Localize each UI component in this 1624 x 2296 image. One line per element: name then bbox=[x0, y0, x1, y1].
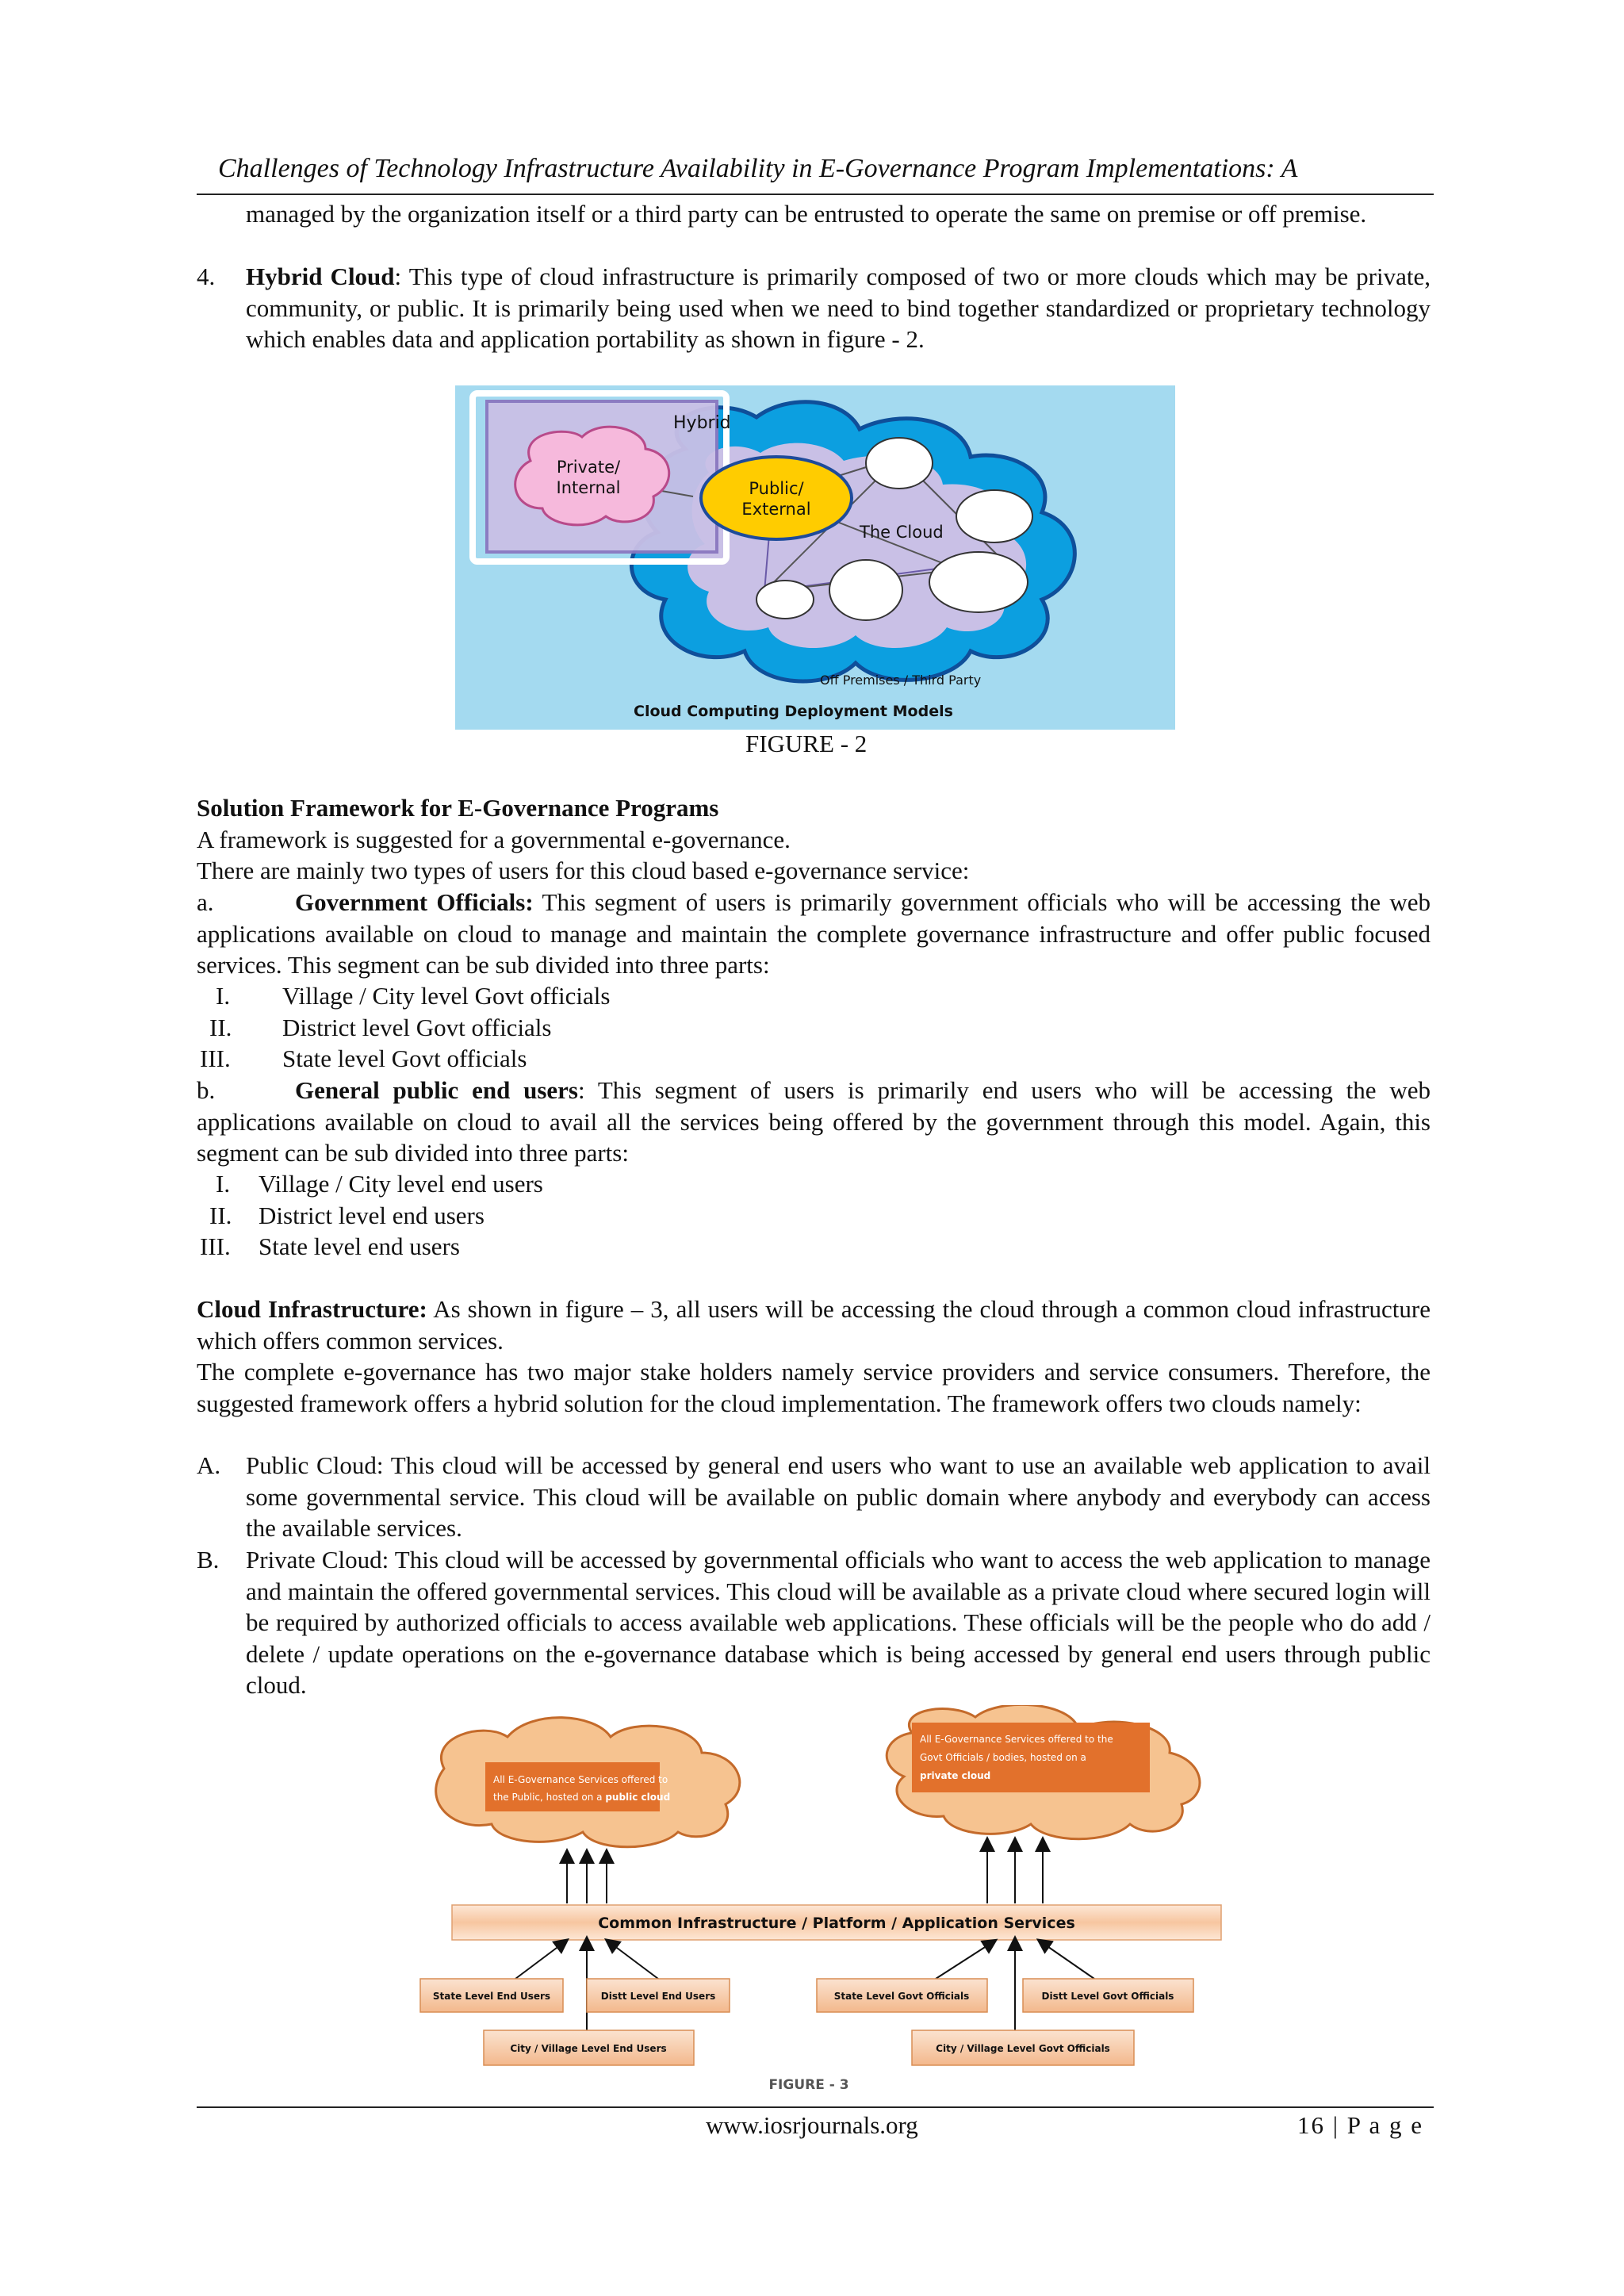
running-header: Challenges of Technology Infrastructure Availability in E-Governance Program Implementations: A bbox=[218, 154, 1298, 183]
public-users-text: : This segment of users is primarily end users who will be accessing the web applications available on cloud to avail all the services being offered by the government through this model. Again, this segment can be sub divided into three parts: bbox=[197, 1076, 1431, 1167]
list-item: II. District level Govt officials bbox=[209, 1013, 552, 1041]
list-item: I. Village / City level end users bbox=[216, 1170, 543, 1198]
solution-heading: Solution Framework for E-Governance Programs bbox=[197, 794, 719, 822]
private-cloud-text: Private Cloud: This cloud will be accessed by governmental officials who want to access the web application to manage and maintain the offered governmental services. This cloud will be available as a private cloud where secured login will be required by authorized officials to access available web applications. These officials will be the people who do add / delete / update operations on the e-governance database which is being accessed by general end users through public cloud. bbox=[246, 1546, 1431, 1699]
list-item-public-cloud bbox=[197, 1450, 1431, 1545]
gov-sublist bbox=[197, 980, 1431, 1075]
private-label-line1: Private/ bbox=[556, 458, 621, 477]
solution-p1: A framework is suggested for a governmental e-governance. bbox=[197, 826, 791, 853]
public-label-line1: Public/ bbox=[749, 479, 804, 498]
box-state-end-users: State Level End Users bbox=[432, 1991, 551, 2002]
public-users-paragraph bbox=[197, 1075, 1431, 1169]
list-letter-B: B. bbox=[197, 1546, 220, 1573]
list-item: II. District level end users bbox=[209, 1201, 485, 1229]
continuation-paragraph bbox=[197, 198, 1431, 230]
term-cloud-infrastructure: Cloud Infrastructure: bbox=[197, 1295, 427, 1323]
list-item: III. State level Govt officials bbox=[200, 1045, 527, 1072]
off-premises-label: Off Premises / Third Party bbox=[820, 673, 982, 688]
header-rule bbox=[197, 194, 1434, 195]
public-label-line2: External bbox=[741, 500, 811, 519]
footer-rule bbox=[197, 2106, 1434, 2108]
list-item-body bbox=[246, 261, 1431, 355]
term-government-officials: Government Officials: bbox=[295, 888, 534, 916]
list-item-hybrid-cloud bbox=[197, 261, 1431, 356]
term-hybrid-cloud: Hybrid Cloud bbox=[246, 263, 395, 290]
continuation-text: managed by the organization itself or a third party can be entrusted to operate the same on premise or off premise. bbox=[246, 200, 1367, 228]
figure-3-framework-diagram bbox=[396, 1705, 1237, 2102]
box-city-end-users: City / Village Level End Users bbox=[510, 2043, 667, 2054]
private-cloud-line3: private cloud bbox=[920, 1770, 991, 1781]
hybrid-cloud-text: : This type of cloud infrastructure is primarily composed of two or more clouds which may be private, community, or public. It is primarily being used when we need to bind together standardized or proprietary technology which enables data and application portability as shown in figure - 2. bbox=[246, 263, 1431, 353]
list-letter-A: A. bbox=[197, 1451, 221, 1479]
box-state-govt-officials: State Level Govt Officials bbox=[833, 1991, 970, 2002]
footer-journal-url: www.iosrjournals.org bbox=[706, 2111, 918, 2139]
the-cloud-label: The Cloud bbox=[860, 523, 944, 542]
list-letter-b: b. bbox=[197, 1076, 216, 1104]
public-cloud-text: Public Cloud: This cloud will be accessed by general end users who want to use an available web application to avail some governmental service. This cloud will be available on public domain where anybody and everybody can access the available services. bbox=[246, 1451, 1431, 1542]
public-cloud-line1: All E-Governance Services offered to bbox=[493, 1774, 668, 1785]
gov-officials-paragraph bbox=[197, 887, 1431, 981]
list-letter-a: a. bbox=[197, 888, 214, 916]
box-distt-end-users: Distt Level End Users bbox=[600, 1991, 716, 2002]
public-sublist bbox=[197, 1168, 1431, 1263]
private-cloud-line2: Govt Officials / bodies, hosted on a bbox=[920, 1752, 1086, 1763]
gov-officials-text: This segment of users is primarily government officials who will be accessing the web applications available on cloud to manage and maintain the complete governance infrastructure and offer public focused services. This segment can be sub divided into three parts: bbox=[197, 888, 1431, 979]
public-cloud-line2: the Public, hosted on a public cloud bbox=[493, 1792, 671, 1803]
figure-2-cloud-deployment-models bbox=[455, 385, 1175, 730]
private-label-line2: Internal bbox=[556, 478, 621, 497]
list-item-private-cloud bbox=[197, 1544, 1431, 1703]
term-general-public: General public end users bbox=[295, 1076, 579, 1104]
hybrid-label: Hybrid bbox=[673, 413, 731, 433]
figure-2-caption: FIGURE - 2 bbox=[745, 730, 868, 757]
private-cloud-line1: All E-Governance Services offered to the bbox=[920, 1734, 1113, 1745]
cloud-infra-text: As shown in figure – 3, all users will be accessing the cloud through a common cloud infrastructure which offers common services. bbox=[197, 1295, 1431, 1355]
box-city-govt-officials: City / Village Level Govt Officials bbox=[936, 2043, 1110, 2054]
list-item: III. State level end users bbox=[200, 1232, 460, 1260]
solution-p2: There are mainly two types of users for this cloud based e-governance service: bbox=[197, 857, 970, 884]
stakeholders-paragraph: The complete e-governance has two major stake holders namely service providers and service consumers. Therefore, the suggested framework offers a hybrid solution for the cloud implementation. The framework offers two clouds namely: bbox=[197, 1358, 1431, 1417]
figure-3-caption: FIGURE - 3 bbox=[768, 2077, 849, 2093]
deployment-models-title: Cloud Computing Deployment Models bbox=[634, 703, 953, 720]
box-distt-govt-officials: Distt Level Govt Officials bbox=[1041, 1991, 1174, 2002]
cloud-infra-paragraph bbox=[197, 1294, 1431, 1356]
footer-page-number: 16 | P a g e bbox=[1297, 2111, 1424, 2139]
platform-bar-label: Common Infrastructure / Platform / Application Services bbox=[598, 1915, 1075, 1932]
list-item: I. Village / City level Govt officials bbox=[216, 982, 611, 1010]
list-number: 4. bbox=[197, 263, 216, 290]
